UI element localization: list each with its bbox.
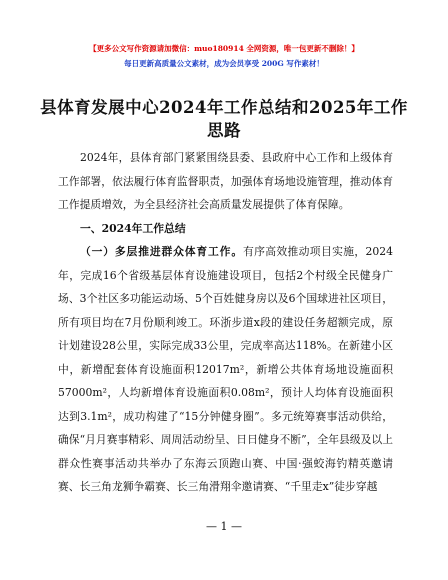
- promo-banner-line: 【更多公文写作资源请加微信：muo180914 全网资源，唯一包更新不删除！】: [89, 44, 359, 53]
- document-title: 县体育发展中心2024年工作总结和2025年工作思路: [40, 98, 408, 140]
- intro-paragraph: 2024年，县体育部门紧紧围绕县委、县政府中心工作和上级体育工作部署，依法履行体育监督职责，加强体育场地设施管理，推动体育工作提质增效，为全县经济社会高质量发展提供了体育保障。: [58, 151, 393, 211]
- promo-subline: 每日更新高质量公文素材，成为会员享受 200G 写作素材！: [124, 59, 324, 68]
- page-number: — 1 —: [206, 520, 242, 533]
- subsection-heading: （一）多层推进群众体育工作。: [80, 245, 243, 258]
- section-heading: 一、2024年工作总结: [80, 222, 186, 235]
- subsection-paragraph: [58, 240, 393, 499]
- subsection-body: 有序高效推动项目实施，2024年，完成16个省级基层体育设施建设项目，包括2个村级全民健身广场、3个社区多功能运动场、5个百姓健身房以及6个国球进社区项目，所有项目均在7月份顺利竣工。环浙步道x段的建设任务超额完成，原计划建设28公里，实际完成33公里，完成率高达118%。在新建小区中，新增配套体育设施面积12017m²，新增公共体育场地设施面积57000m²，人均新增体育设施面积0.08m²，预计人均体育设施面积达到3.1m²，成功构建了“15分钟健身圈”。多元统筹赛事活动供给，确保“月月赛事精彩、周周活动纷呈、日日健身不断”，全年县级及以上群众性赛事活动共举办了东海云顶跑山赛、中国·强蛟海钓精英邀请赛、长三角龙狮争霸赛、长三角滑翔伞邀请赛、“千里走x”徒步穿越: [58, 245, 393, 493]
